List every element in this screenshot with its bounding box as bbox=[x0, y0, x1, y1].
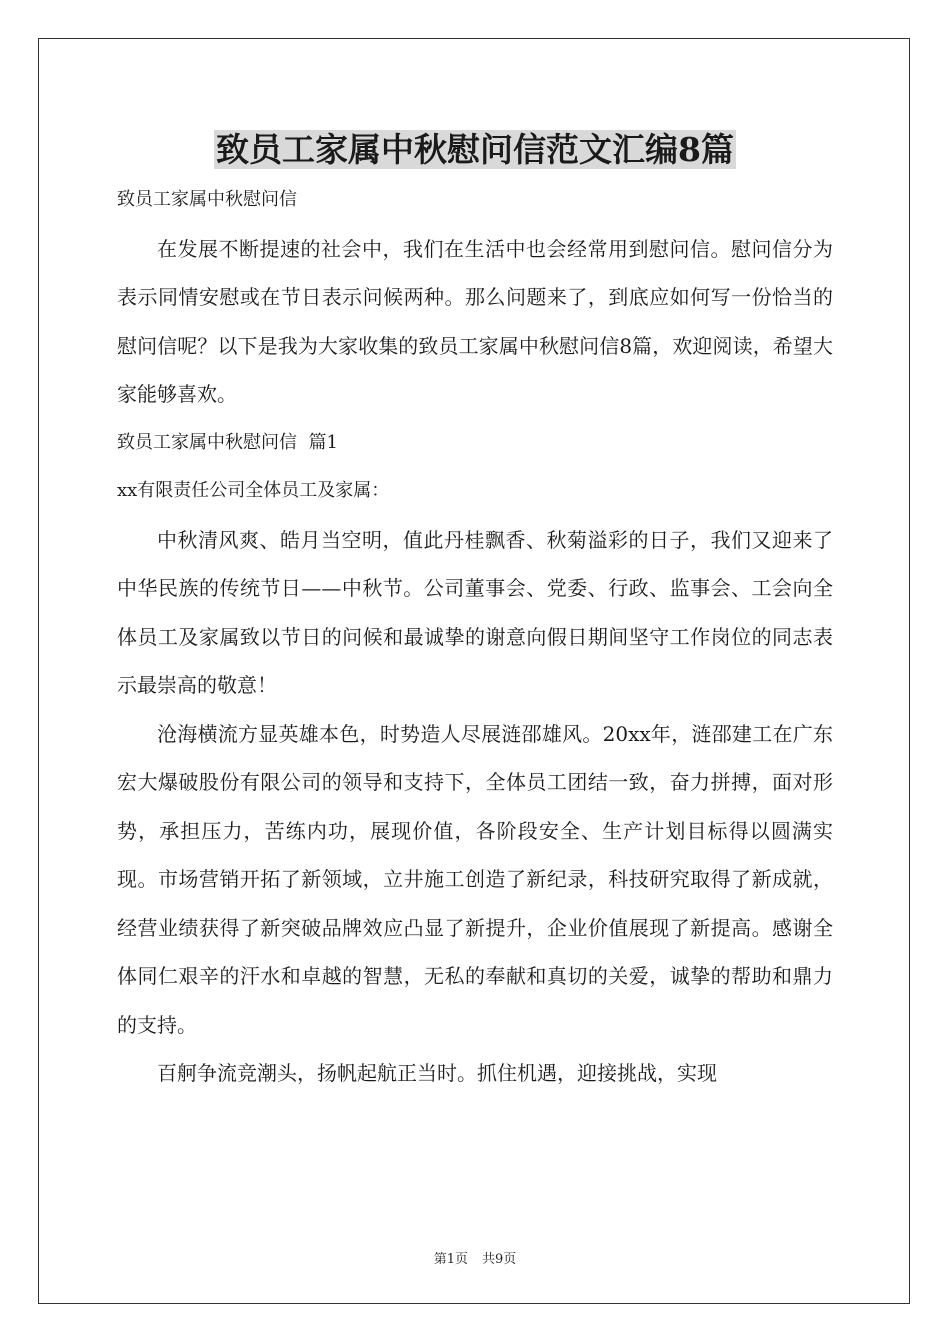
document-title: 致员工家属中秋慰问信范文汇编8篇 bbox=[216, 130, 734, 169]
page-number: 第1页 bbox=[433, 1252, 468, 1267]
page-total: 共9页 bbox=[482, 1252, 517, 1267]
document-body bbox=[117, 176, 833, 1098]
salutation: xx有限责任公司全体员工及家属： bbox=[117, 480, 390, 501]
page-footer bbox=[0, 1248, 950, 1267]
paragraph: 沧海横流方显英雄本色，时势造人尽展涟邵雄风。20xx年，涟邵建工在广东宏大爆破股份有限公司的领导和支持下，全体员工团结一致，奋力拼搏，面对形势，承担压力，苦练内功，展现价值，各阶段安全、生产计划目标得以圆满实现。市场营销开拓了新领域，立井施工创造了新纪录，科技研究取得了新成就，经营业绩获得了新突破品牌效应凸显了新提升，企业价值展现了新提高。感谢全体同仁艰辛的汗水和卓越的智慧，无私的奉献和真切的关爱，诚挚的帮助和鼎力的支持。 bbox=[117, 721, 833, 1037]
paragraph: 致员工家属中秋慰问信 bbox=[117, 189, 297, 210]
section-heading: 致员工家属中秋慰问信 篇1 bbox=[117, 431, 338, 453]
paragraph: 中秋清风爽、皓月当空明，值此丹桂飘香、秋菊溢彩的日子，我们又迎来了中华民族的传统节日——中秋节。公司董事会、党委、行政、监事会、工会向全体员工及家属致以节日的问候和最诚挚的谢意向假日期间坚守工作岗位的同志表示最崇高的敬意！ bbox=[117, 527, 833, 697]
paragraph: 百舸争流竞潮头，扬帆起航正当时。抓住机遇，迎接挑战，实现 bbox=[157, 1061, 717, 1085]
paragraph: 在发展不断提速的社会中，我们在生活中也会经常用到慰问信。慰问信分为表示同情安慰或在节日表示问候两种。那么问题来了，到底应如何写一份恰当的慰问信呢？以下是我为大家收集的致员工家属中秋慰问信8篇，欢迎阅读，希望大家能够喜欢。 bbox=[117, 236, 833, 406]
